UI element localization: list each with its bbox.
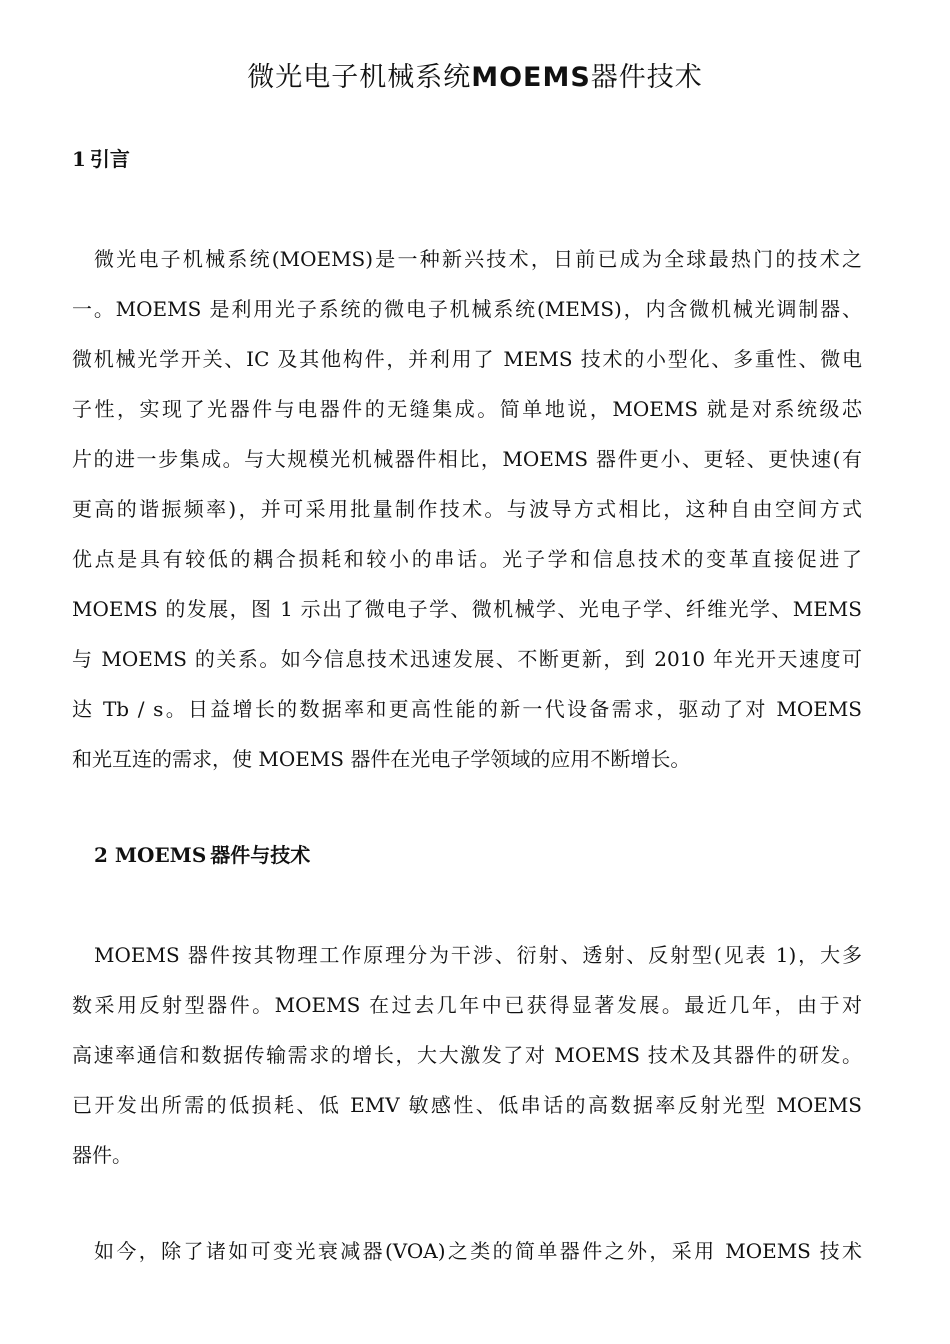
section-label: 器件与技术	[210, 843, 311, 867]
title-latin: MOEMS	[471, 62, 591, 93]
paragraph-introduction	[72, 234, 862, 784]
title-cn-suffix: 器件技术	[590, 62, 703, 93]
paragraph-voa	[72, 1226, 862, 1276]
document-title	[0, 58, 950, 98]
paragraph-line: 更高的谐振频率)，并可采用批量制作技术。与波导方式相比，这种自由空间方式	[72, 497, 862, 521]
paragraph-moems-devices	[72, 930, 862, 1180]
paragraph-line: 片的进一步集成。与大规模光机械器件相比，MOEMS 器件更小、更轻、更快速(有	[72, 447, 862, 471]
section-number: 1	[72, 147, 86, 171]
paragraph-line: 高速率通信和数据传输需求的增长，大大激发了对 MOEMS 技术及其器件的研发。	[72, 1043, 862, 1067]
section-heading-introduction	[72, 144, 130, 174]
paragraph-line: 与 MOEMS 的关系。如今信息技术迅速发展、不断更新，到 2010 年光开天速度可	[72, 647, 862, 671]
paragraph-line: 优点是具有较低的耦合损耗和较小的串话。光子学和信息技术的变革直接促进了	[72, 547, 862, 571]
paragraph-line: 子性，实现了光器件与电器件的无缝集成。简单地说，MOEMS 就是对系统级芯	[72, 397, 862, 421]
section-heading-moems-devices	[94, 840, 310, 870]
paragraph-line: 和光互连的需求，使 MOEMS 器件在光电子学领域的应用不断增长。	[72, 747, 691, 771]
paragraph-line: 如今，除了诸如可变光衰减器(VOA)之类的简单器件之外，采用 MOEMS 技术	[94, 1239, 862, 1263]
paragraph-line: MOEMS 器件按其物理工作原理分为干涉、衍射、透射、反射型(见表 1)，大多	[94, 943, 862, 967]
title-cn-prefix: 微光电子机械系统	[247, 62, 472, 93]
section-label: 引言	[89, 147, 130, 171]
paragraph-line: 达 Tb / s。日益增长的数据率和更高性能的新一代设备需求，驱动了对 MOEMS	[72, 697, 862, 721]
paragraph-line: 已开发出所需的低损耗、低 EMV 敏感性、低串话的高数据率反射光型 MOEMS	[72, 1093, 862, 1117]
paragraph-line: 器件。	[72, 1143, 132, 1167]
section-number: 2 MOEMS	[94, 843, 207, 867]
paragraph-line: 微机械光学开关、IC 及其他构件，并利用了 MEMS 技术的小型化、多重性、微电	[72, 347, 862, 371]
paragraph-line: 微光电子机械系统(MOEMS)是一种新兴技术，日前已成为全球最热门的技术之	[94, 247, 862, 271]
paragraph-line: MOEMS 的发展，图 1 示出了微电子学、微机械学、光电子学、纤维光学、MEMS	[72, 597, 862, 621]
paragraph-line: 数采用反射型器件。MOEMS 在过去几年中已获得显著发展。最近几年，由于对	[72, 993, 862, 1017]
paragraph-line: 一。MOEMS 是利用光子系统的微电子机械系统(MEMS)，内含微机械光调制器、	[72, 297, 862, 321]
